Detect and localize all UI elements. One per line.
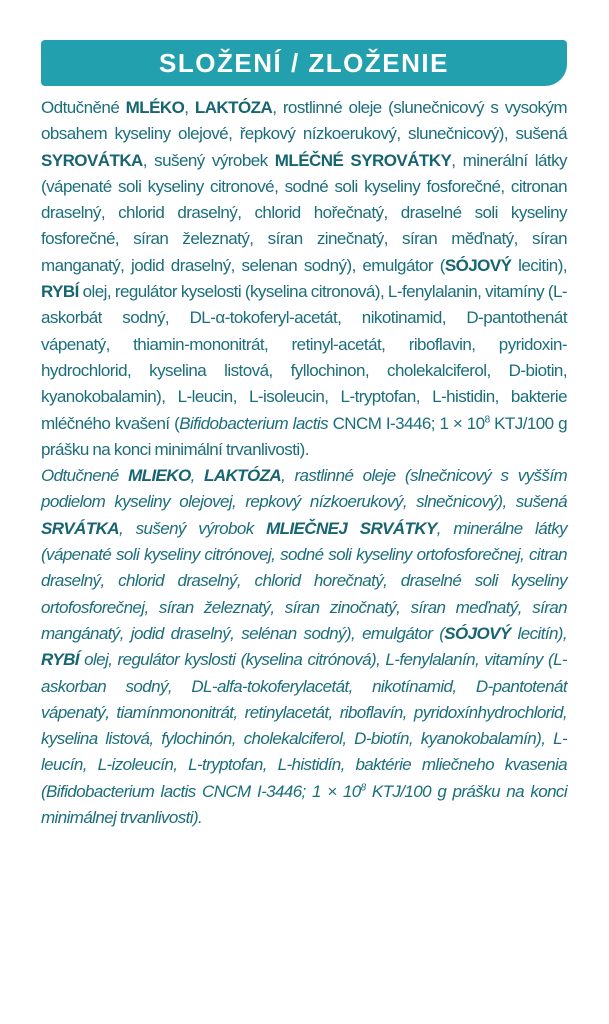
text-segment: , rastlinné oleje (slnečnicový s vyšším podielom kyseliny olejovej, repkový nízkoerukový, slnečnicový), sušená bbox=[41, 466, 568, 512]
text-segment: , minerální látky (vápenaté soli kyseliny citronové, sodné soli kyseliny fosforečné, citronan draselný, chlorid draselný, chlorid hořečnatý, draselné soli kyseliny fosforečné, síran železnatý, síran zinečnatý, síran měďnatý, síran manganatý, jodid draselný, selenan sodný), emulgátor ( bbox=[41, 150, 567, 275]
text-segment: , sušený výrobok bbox=[118, 518, 267, 538]
section-title: SLOŽENÍ / ZLOŽENIE bbox=[159, 47, 449, 78]
ingredients-content bbox=[41, 95, 567, 831]
allergen-milk-whey: MLÉČNÉ SYROVÁTKY bbox=[274, 150, 452, 170]
allergen-lactose: LAKTÓZA bbox=[194, 98, 273, 117]
bacteria-name: Bifidobacterium lactis bbox=[179, 413, 329, 433]
text-segment: KTJ/100 g prášku na konci minimální trvanlivosti). bbox=[41, 413, 567, 459]
allergen-soy: SÓJOVÝ bbox=[444, 255, 512, 275]
allergen-milk: MLÉKO bbox=[125, 98, 185, 117]
section-header bbox=[41, 40, 567, 86]
text-segment: olej, regulátor kyslosti (kyselina citrónová), L-fenylalanín, vitamíny (L-askorban sodný, DL-alfa-tokoferylacetát, nikotínamid, D-pantotenát vápenatý, tiamínmononitrát, retinylacetát, riboflavín, pyridoxínhydrochlorid, kyselina listová, fylochinón, cholekalciferol, D-biotín, kyanokobalamín), L-leucín, L-izoleucín, L-tryptofan, L-histidín, baktérie mliečneho kvasenia (Bifidobacterium lactis CNCM I-3446; 1 × 10 bbox=[41, 650, 567, 801]
text-segment: olej, regulátor kyselosti (kyselina citronová), L-fenylalanin, vitamíny (L-askorbát sodný, DL-α-tokoferyl-acetát, nikotinamid, D-pantothenát vápenatý, thiamin-mononitrát, retinyl-acetát, riboflavin, pyridoxin-hydrochlorid, kyselina listová, fyllochinon, cholekalciferol, D-biotin, kyanokobalamin), L-leucin, L-isoleucin, L-tryptofan, L-histidin, bakterie mléčného kvašení ( bbox=[41, 282, 567, 433]
exponent: 8 bbox=[360, 782, 366, 794]
text-segment: , rostlinné oleje (slunečnicový s vysokým obsahem kyseliny olejové, řepkový nízkoerukový, slunečnicový), sušená bbox=[41, 98, 567, 144]
text-segment: lecitin), bbox=[511, 255, 567, 275]
allergen-milk-whey: MLIEČNEJ SRVÁTKY bbox=[266, 518, 437, 538]
text-segment: CNCM I-3446; 1 × 10 bbox=[328, 413, 485, 433]
allergen-whey: SYROVÁTKA bbox=[41, 150, 143, 170]
allergen-soy: SÓJOVÝ bbox=[444, 623, 511, 643]
text-segment: , bbox=[190, 466, 205, 486]
text-segment: , minerálne látky (vápenaté soli kyseliny citrónovej, sodné soli kyseliny ortofosforečnej, citran draselný, chlorid draselný, chlorid horečnatý, draselné soli kyseliny ortofosforečnej, síran železnatý, síran zinočnatý, síran meďnatý, síran mangánatý, jodid draselný, selénan sodný), emulgátor ( bbox=[41, 518, 568, 643]
allergen-fish: RYBÍ bbox=[41, 282, 79, 302]
text-segment: lecitín), bbox=[510, 623, 567, 643]
text-segment: Odtučněné bbox=[41, 98, 126, 117]
allergen-lactose: LAKTÓZA bbox=[204, 466, 282, 486]
ingredients-czech bbox=[41, 95, 567, 463]
text-segment: Odtučnené bbox=[41, 466, 129, 486]
text-segment: , bbox=[184, 98, 195, 117]
text-segment: , sušený výrobek bbox=[142, 150, 275, 170]
allergen-whey: SRVÁTKA bbox=[41, 518, 119, 538]
exponent: 8 bbox=[484, 413, 490, 425]
ingredients-slovak bbox=[41, 463, 567, 831]
text-segment: KTJ/100 g prášku na konci minimálnej trvanlivosti). bbox=[41, 781, 567, 828]
allergen-fish: RYBÍ bbox=[41, 650, 79, 670]
allergen-milk: MLIEKO bbox=[128, 466, 191, 486]
